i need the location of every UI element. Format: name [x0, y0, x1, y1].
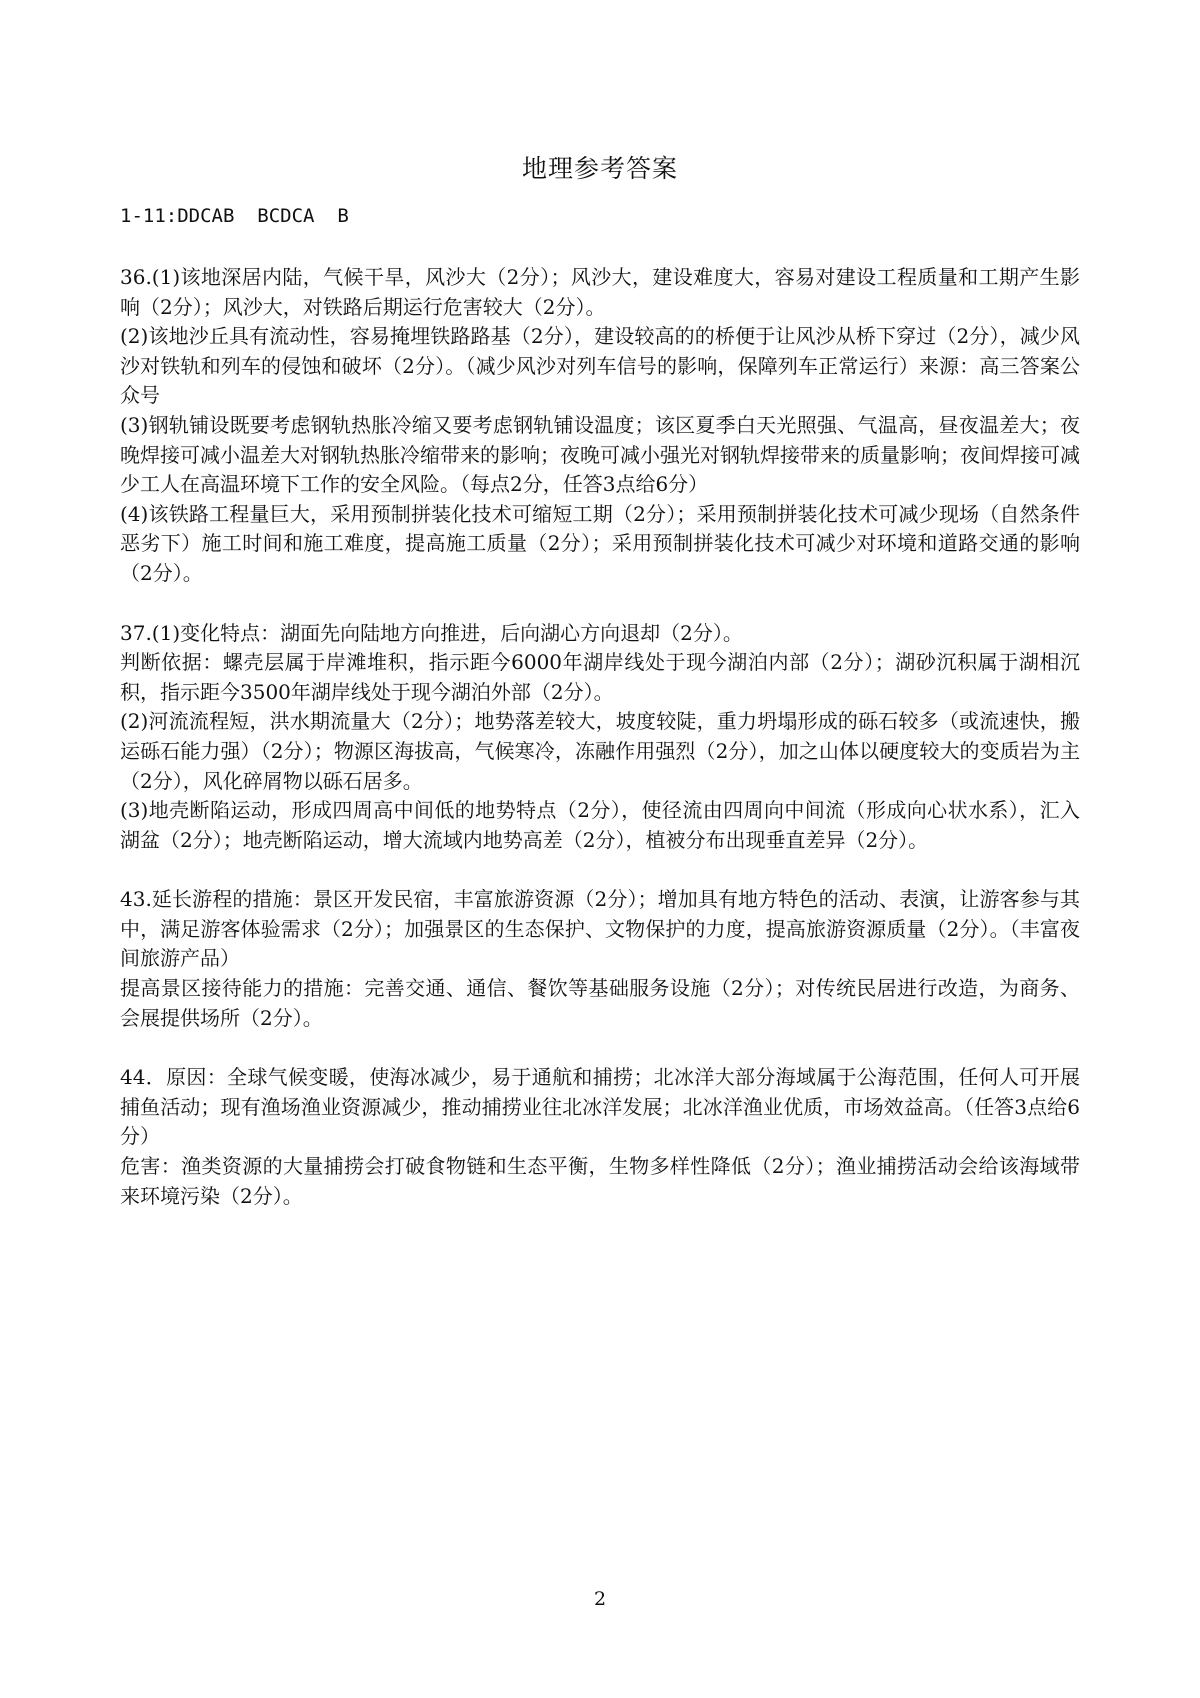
- q43-capacity: 提高景区接待能力的措施：完善交通、通信、餐饮等基础服务设施（2分）；对传统民居进行改造，为商务、会展提供场所（2分）。: [120, 976, 1080, 1030]
- choice-answers-line: 1-11:DDCAB BCDCA B: [120, 205, 349, 227]
- q37-part-1-change: 37.(1)变化特点：湖面先向陆地方向推进，后向湖心方向退却（2分）。: [120, 620, 743, 645]
- question-44-section: [120, 1063, 1080, 1211]
- q43-extend-trip: 43.延长游程的措施：景区开发民宿，丰富旅游资源（2分）；增加具有地方特色的活动、表演，让游客参与其中，满足游客体验需求（2分）；加强景区的生态保护、文物保护的力度，提高旅游资源质量（2分）。（丰富夜间旅游产品）: [120, 887, 1080, 971]
- q36-part-4: (4)该铁路工程量巨大，采用预制拼装化技术可缩短工期（2分）；采用预制拼装化技术可减少现场（自然条件恶劣下）施工时间和施工难度，提高施工质量（2分）；采用预制拼装化技术可减少对环境和道路交通的影响（2分）。: [120, 501, 1080, 585]
- page-number: 2: [593, 1588, 607, 1610]
- q37-part-3: (3)地壳断陷运动，形成四周高中间低的地势特点（2分），使径流由四周向中间流（形成向心状水系），汇入湖盆（2分）；地壳断陷运动，增大流域内地势高差（2分），植被分布出现垂直差异（2分）。: [120, 798, 1080, 852]
- question-36-section: [120, 263, 1080, 589]
- q37-part-1-basis: 判断依据：螺壳层属于岸滩堆积，指示距今6000年湖岸线处于现今湖泊内部（2分）；湖砂沉积属于湖相沉积，指示距今3500年湖岸线处于现今湖泊外部（2分）。: [120, 650, 1080, 704]
- q44-harms: 危害：渔类资源的大量捕捞会打破食物链和生态平衡，生物多样性降低（2分）；渔业捕捞活动会给该海域带来环境污染（2分）。: [120, 1154, 1080, 1208]
- page-title: 地理参考答案: [521, 154, 678, 183]
- question-37-section: [120, 619, 1080, 856]
- q36-part-2: (2)该地沙丘具有流动性，容易掩埋铁路路基（2分），建设较高的的桥便于让风沙从桥下穿过（2分），减少风沙对铁轨和列车的侵蚀和破坏（2分）。（减少风沙对列车信号的影响，保障列车正常运行）来源：高三答案公众号: [120, 324, 1080, 408]
- q36-part-3: (3)钢轨铺设既要考虑钢轨热胀冷缩又要考虑钢轨铺设温度；该区夏季白天光照强、气温高，昼夜温差大；夜晚焊接可减小温差大对钢轨热胀冷缩带来的影响；夜晚可减小强光对钢轨焊接带来的质量影响；夜间焊接可减少工人在高温环境下工作的安全风险。（每点2分，任答3点给6分）: [120, 412, 1080, 497]
- q37-part-2: (2)河流流程短，洪水期流量大（2分）；地势落差较大，坡度较陡，重力坍塌形成的砾石较多（或流速快，搬运砾石能力强）（2分）；物源区海拔高，气候寒冷，冻融作用强烈（2分），加之山体以硬度较大的变质岩为主（2分），风化碎屑物以砾石居多。: [120, 709, 1080, 793]
- q44-reasons: 44．原因：全球气候变暖，使海冰减少，易于通航和捕捞；北冰洋大部分海域属于公海范围，任何人可开展捕鱼活动；现有渔场渔业资源减少，推动捕捞业往北冰洋发展；北冰洋渔业优质，市场效益高。（任答3点给6分）: [120, 1065, 1080, 1149]
- answer-content: [120, 263, 1080, 1241]
- q36-part-1: 36.(1)该地深居内陆，气候干旱，风沙大（2分）；风沙大，建设难度大，容易对建设工程质量和工期产生影响（2分）；风沙大，对铁路后期运行危害较大（2分）。: [120, 265, 1080, 319]
- question-43-section: [120, 885, 1080, 1033]
